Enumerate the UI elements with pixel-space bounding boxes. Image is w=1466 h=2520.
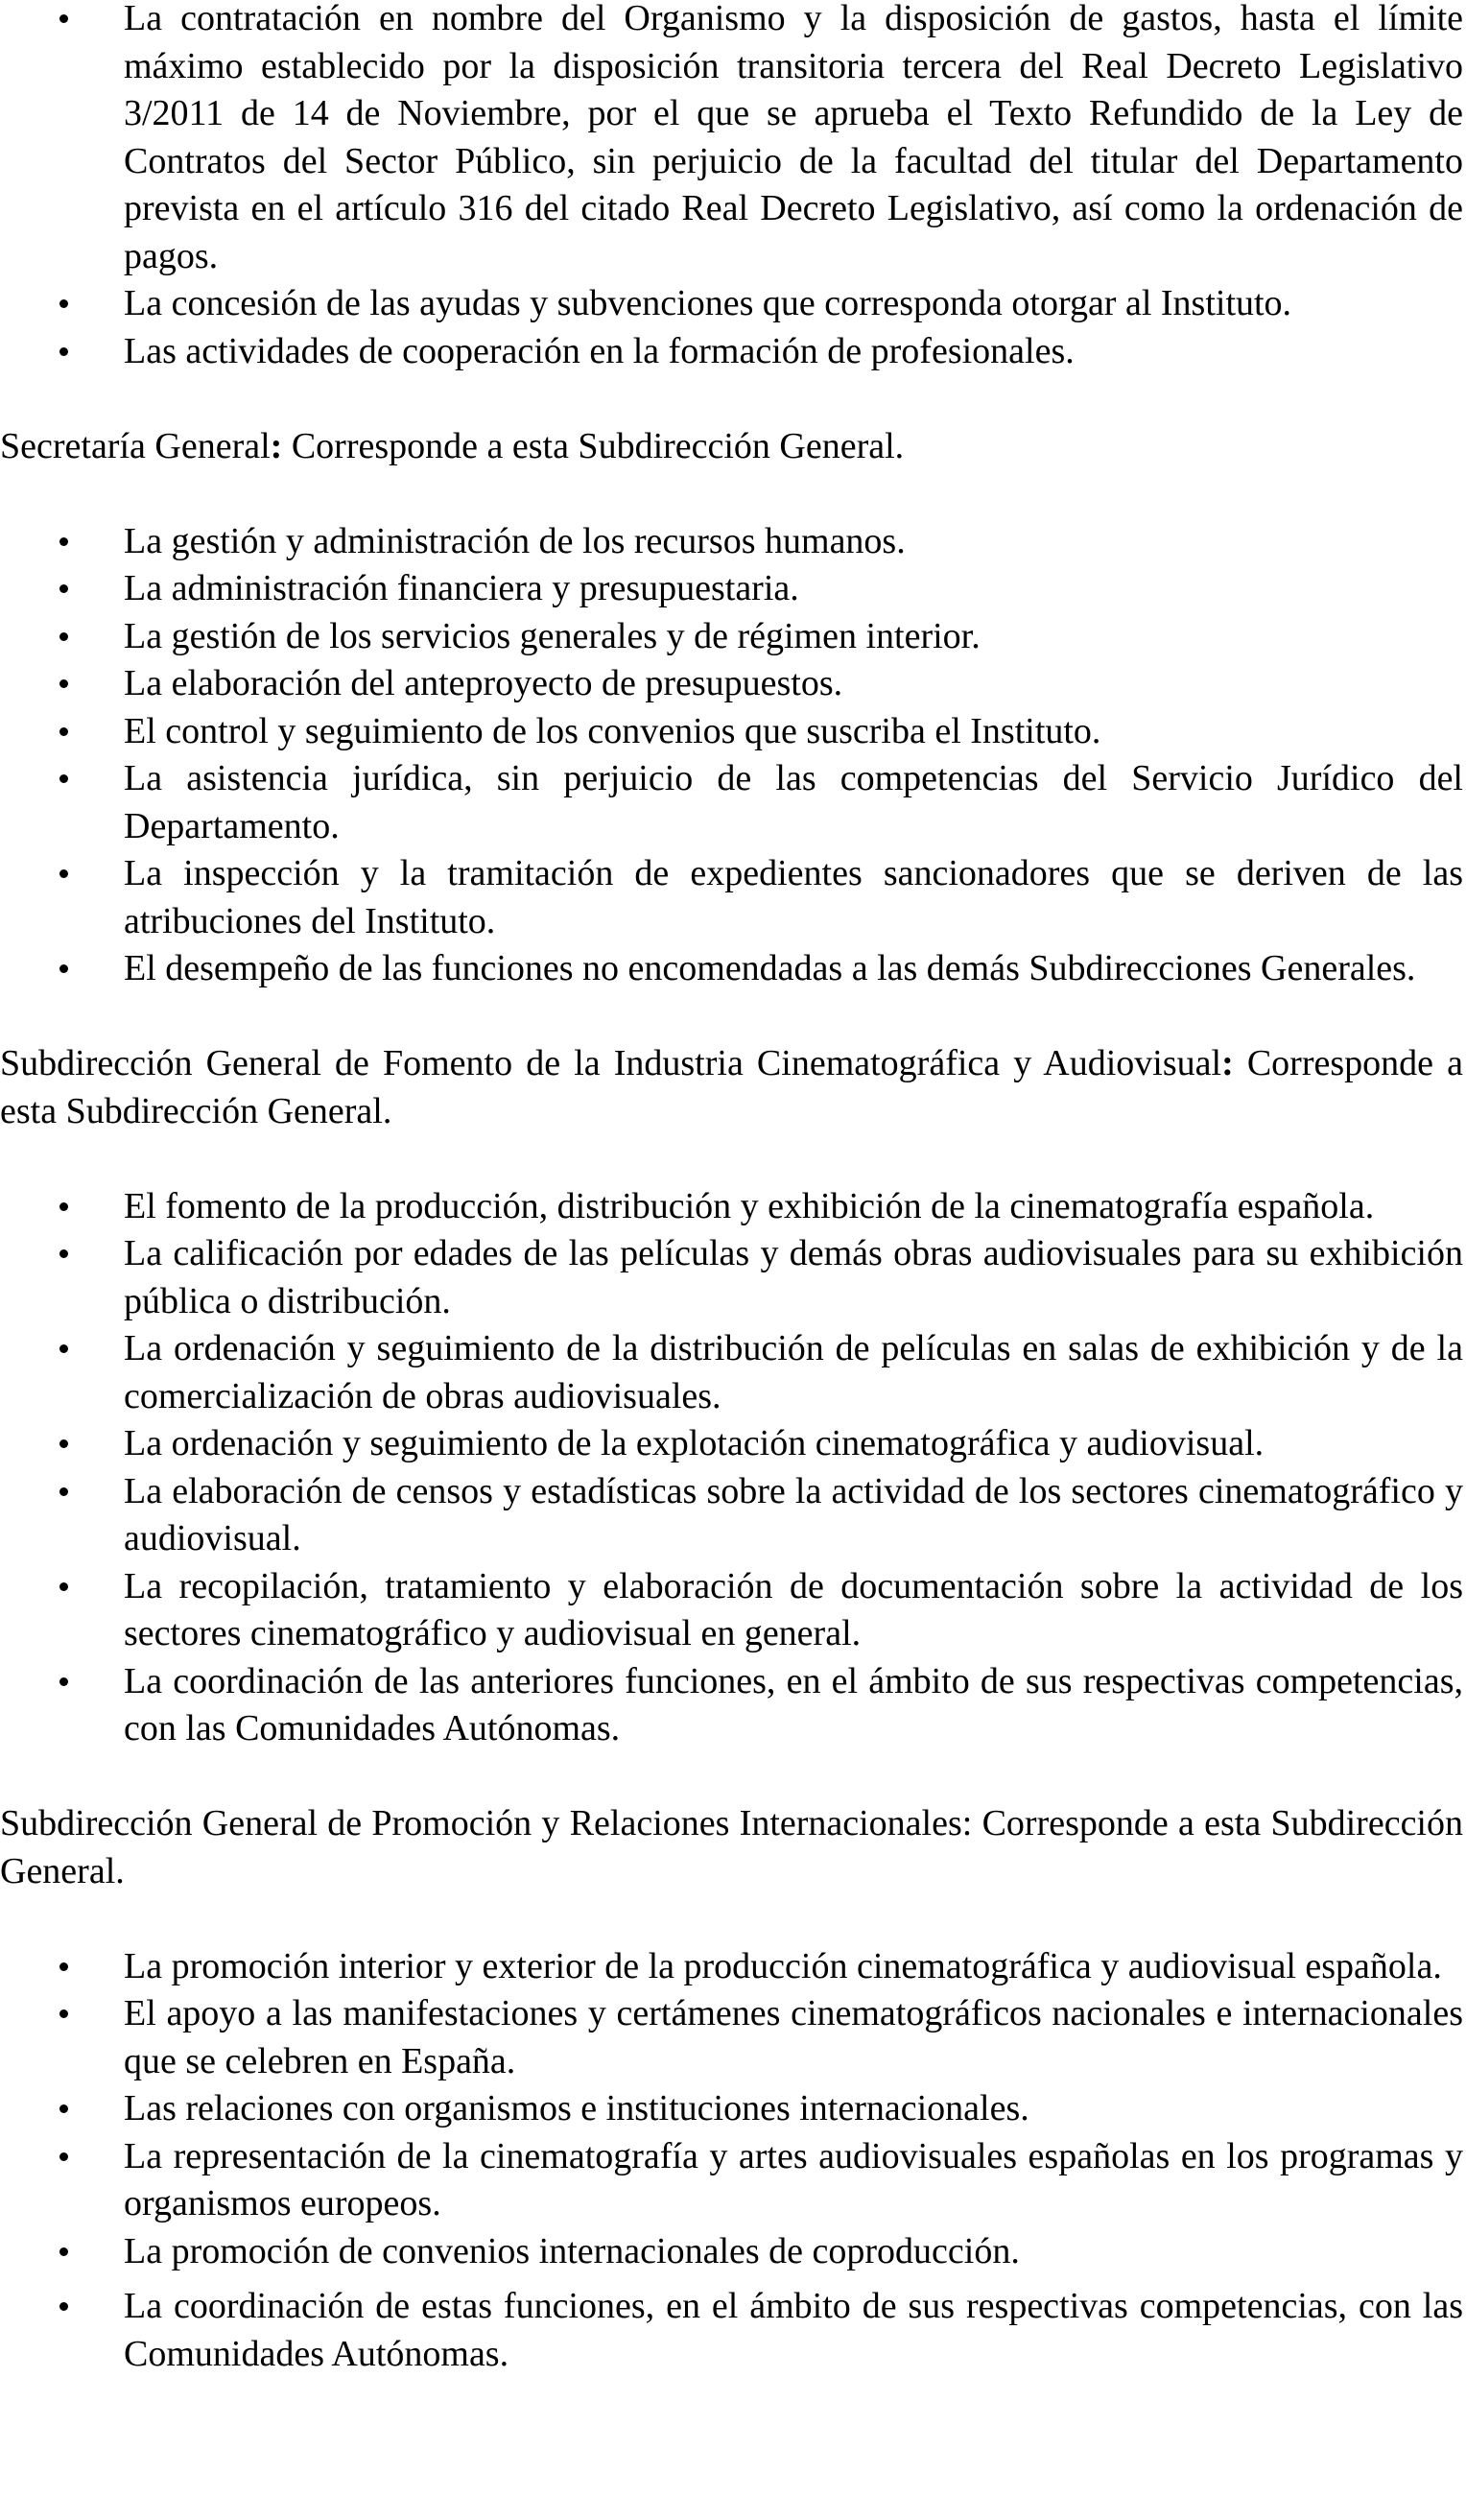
list-item [0, 328, 1463, 376]
section-heading-colon: : [1221, 1043, 1234, 1083]
bullet-icon [59, 347, 68, 356]
bullet-icon [59, 869, 68, 878]
section-list-secretaria-general [0, 518, 1463, 993]
list-item [0, 2133, 1463, 2228]
section-heading-colon: : [270, 425, 283, 466]
list-item-text: Las relaciones con organismos e instituciones internacionales. [124, 2088, 1029, 2128]
section-heading-fomento [0, 1040, 1463, 1135]
section-heading-name: Subdirección General de Fomento de la Industria Cinematográfica y Audiovisual [0, 1043, 1222, 1083]
list-item [0, 2228, 1463, 2276]
bullet-icon [59, 2152, 68, 2161]
bullet-icon [59, 2104, 68, 2113]
list-item-text: La gestión de los servicios generales y de régimen interior. [124, 615, 981, 656]
list-item [0, 1325, 1463, 1420]
list-item [0, 1658, 1463, 1753]
list-item-text: La inspección y la tramitación de expedientes sancionadores que se deriven de las atribuciones del Instituto. [124, 853, 1463, 941]
bullet-icon [59, 2009, 68, 2018]
list-item-text: Las actividades de cooperación en la formación de profesionales. [124, 330, 1075, 371]
bullet-icon [59, 964, 68, 973]
list-item-text: La ordenación y seguimiento de la explotación cinematográfica y audiovisual. [124, 1423, 1265, 1463]
list-item [0, 0, 1463, 280]
list-item [0, 945, 1463, 993]
list-item-text: El apoyo a las manifestaciones y certámenes cinematográficos nacionales e internacionales que se celebren en España. [124, 1993, 1463, 2081]
bullet-icon [59, 1439, 68, 1448]
list-item [0, 565, 1463, 613]
list-item [0, 1563, 1463, 1658]
bullet-icon [59, 774, 68, 783]
section-heading-secretaria-general [0, 423, 1463, 471]
list-item [0, 2085, 1463, 2133]
list-item-text: La gestión y administración de los recursos humanos. [124, 520, 906, 561]
bullet-icon [59, 727, 68, 736]
bullet-icon [59, 14, 68, 23]
list-item [0, 850, 1463, 945]
list-item-text: La elaboración de censos y estadísticas sobre la actividad de los sectores cinematográfico y audiovisual. [124, 1470, 1463, 1558]
bullet-icon [59, 2247, 68, 2256]
section-heading-colon: : [961, 1803, 973, 1843]
bullet-icon [59, 632, 68, 641]
list-item-text: La coordinación de estas funciones, en el ámbito de sus respectivas competencias, con las Comunidades Autónomas. [124, 2286, 1463, 2374]
bullet-icon [59, 299, 68, 308]
intro-list [0, 0, 1463, 375]
list-item [0, 2283, 1463, 2378]
list-item [0, 660, 1463, 708]
list-item [0, 1420, 1463, 1468]
list-item [0, 613, 1463, 661]
bullet-icon [59, 1582, 68, 1591]
bullet-icon [59, 1487, 68, 1496]
list-item [0, 755, 1463, 850]
section-heading-rest: Corresponde a esta Subdirección General. [0, 1803, 1463, 1891]
section-heading-name: Secretaría General [0, 425, 271, 466]
list-item [0, 1230, 1463, 1325]
list-item [0, 280, 1463, 328]
section-heading-rest: Corresponde a esta Subdirección General. [282, 425, 905, 466]
list-item-text: La promoción de convenios internacionales de coproducción. [124, 2230, 1020, 2271]
bullet-icon [59, 2302, 68, 2311]
list-item-text: La representación de la cinematografía y artes audiovisuales españolas en los programas y organismos europeos. [124, 2135, 1463, 2223]
list-item [0, 1183, 1463, 1231]
bullet-icon [59, 1677, 68, 1686]
section-heading-name: Subdirección General de Promoción y Relaciones Internacionales [0, 1803, 962, 1843]
list-item-text: El desempeño de las funciones no encomendadas a las demás Subdirecciones Generales. [124, 948, 1416, 988]
list-item-text: La calificación por edades de las películas y demás obras audiovisuales para su exhibición pública o distribución. [124, 1233, 1463, 1321]
list-item [0, 1990, 1463, 2085]
list-item-text: La coordinación de las anteriores funciones, en el ámbito de sus respectivas competencias, con las Comunidades Autónomas. [124, 1660, 1463, 1748]
section-heading-promocion [0, 1800, 1463, 1895]
section-heading-rest: Corresponde a esta Subdirección General. [0, 1043, 1463, 1131]
list-item [0, 1943, 1463, 1991]
list-item [0, 708, 1463, 756]
list-item-text: La recopilación, tratamiento y elaboración de documentación sobre la actividad de los sectores cinematográfico y audiovisual en general. [124, 1565, 1463, 1653]
bullet-icon [59, 1344, 68, 1353]
list-item-text: La administración financiera y presupuestaria. [124, 568, 799, 608]
list-item-text: La asistencia jurídica, sin perjuicio de las competencias del Servicio Jurídico del Departamento. [124, 758, 1463, 846]
bullet-icon [59, 1249, 68, 1258]
list-item [0, 1468, 1463, 1563]
bullet-icon [59, 584, 68, 593]
list-item [0, 518, 1463, 566]
bullet-icon [59, 679, 68, 688]
list-item-text: La promoción interior y exterior de la producción cinematográfica y audiovisual española. [124, 1945, 1442, 1986]
list-item-text: La ordenación y seguimiento de la distribución de películas en salas de exhibición y de la comercialización de obras audiovisuales. [124, 1328, 1463, 1416]
list-item-text: La concesión de las ayudas y subvenciones que corresponda otorgar al Instituto. [124, 283, 1292, 323]
list-item-text: El fomento de la producción, distribución y exhibición de la cinematografía española. [124, 1185, 1375, 1226]
section-list-promocion [0, 1943, 1463, 2379]
bullet-icon [59, 1962, 68, 1971]
list-item-text: La contratación en nombre del Organismo y la disposición de gastos, hasta el límite máximo establecido por la disposición transitoria tercera del Real Decreto Legislativo 3/2011 de 14 de Noviembre, por el que se aprueba el Texto Refundido de la Ley de Contratos del Sector Público, sin perjuicio de la facultad del titular del Departamento prevista en el artículo 316 del citado Real Decreto Legislativo, así como la ordenación de pagos. [124, 0, 1463, 276]
bullet-icon [59, 537, 68, 546]
list-item-text: El control y seguimiento de los convenios que suscriba el Instituto. [124, 710, 1101, 751]
list-item-text: La elaboración del anteproyecto de presupuestos. [124, 663, 843, 703]
section-list-fomento [0, 1183, 1463, 1753]
bullet-icon [59, 1202, 68, 1211]
